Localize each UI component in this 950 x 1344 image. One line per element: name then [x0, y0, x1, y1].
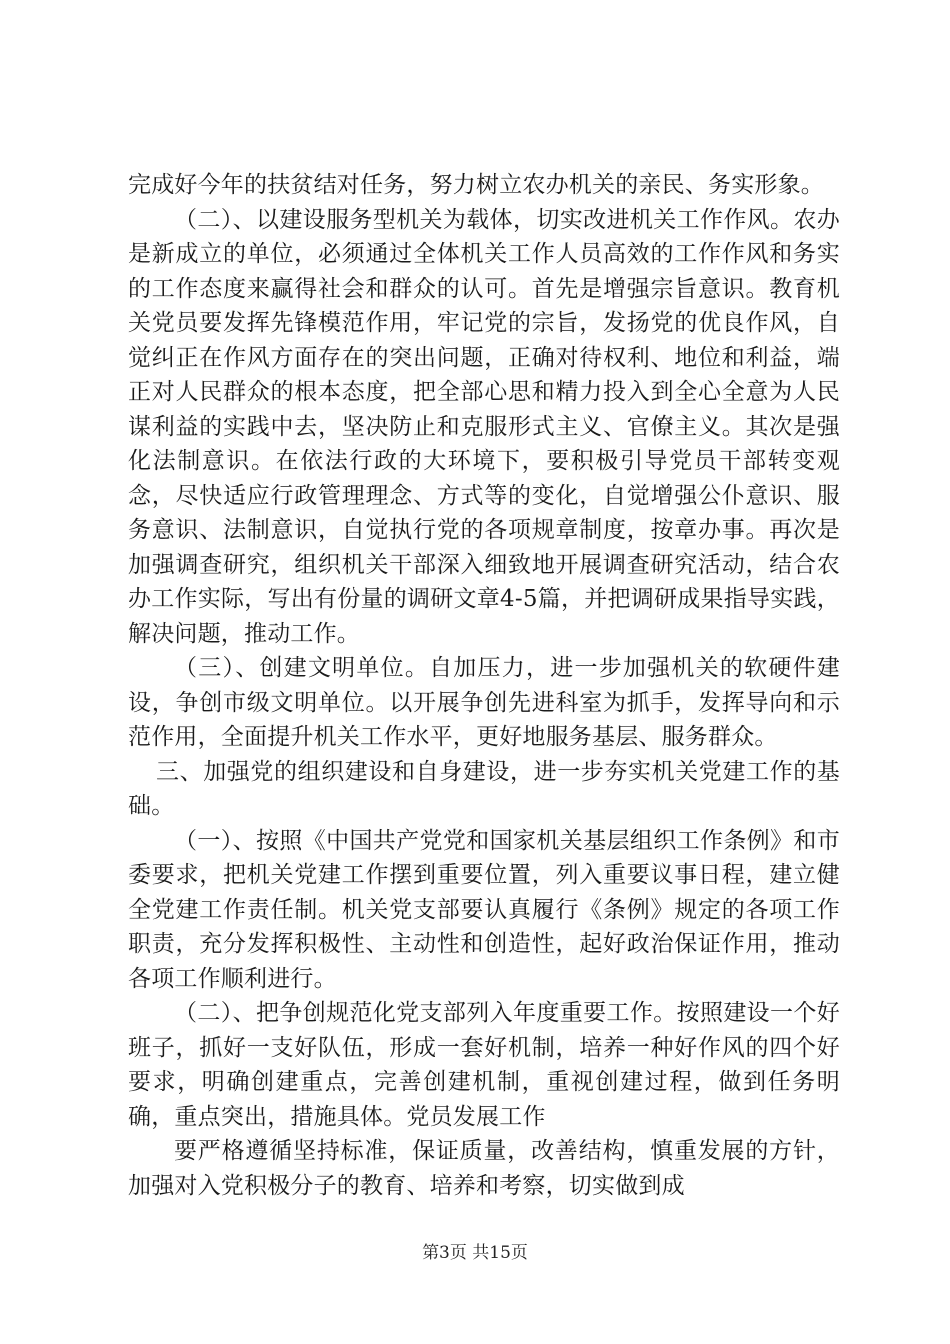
section-heading-party-building: 三、加强党的组织建设和自身建设，进一步夯实机关党建工作的基础。 — [128, 758, 840, 819]
paragraph-continuation: 完成好今年的扶贫结对任务，努力树立农办机关的亲民、务实形象。 — [128, 172, 824, 198]
paragraph-member-development: 要严格遵循坚持标准，保证质量，改善结构，慎重发展的方针，加强对入党积极分子的教育、培养和考察，切实做到成 — [128, 1138, 840, 1199]
page-number-footer: 第3页 共15页 — [422, 1243, 528, 1263]
paragraph-service-organ: （二）、以建设服务型机关为载体，切实改进机关工作作风。农办是新成立的单位，必须通过全体机关工作人员高效的工作作风和务实的工作态度来赢得社会和群众的认可。首先是增强宗旨意识。教育机关党员要发挥先锋模范作用，牢记党的宗旨，发扬党的优良作风，自觉纠正在作风方面存在的突出问题，正确对待权利、地位和利益，端正对人民群众的根本态度，把全部心思和精力投入到全心全意为人民谋利益的实践中去，坚决防止和克服形式主义、官僚主义。其次是强化法制意识。在依法行政的大环境下，要积极引导党员干部转变观念，尽快适应行政管理理念、方式等的变化，自觉增强公仆意识、服务意识、法制意识，自觉执行党的各项规章制度，按章办事。再次是加强调查研究，组织机关干部深入细致地开展调查研究活动，结合农办工作实际，写出有份量的调研文章4-5篇，并把调研成果指导实践，解决问题，推动工作。 — [128, 206, 840, 647]
paragraph-civilized-unit: （三）、创建文明单位。自加压力，进一步加强机关的软硬件建设，争创市级文明单位。以开展争创先进科室为抓手，发挥导向和示范作用，全面提升机关工作水平，更好地服务基层、服务群众。 — [128, 655, 840, 750]
document-body — [128, 168, 840, 1203]
paragraph-regulations: （一）、按照《中国共产党党和国家机关基层组织工作条例》和市委要求，把机关党建工作摆到重要位置，列入重要议事日程，建立健全党建工作责任制。机关党支部要认真履行《条例》规定的各项工作职责，充分发挥积极性、主动性和创造性，起好政治保证作用，推动各项工作顺利进行。 — [128, 827, 840, 992]
paragraph-standard-branch: （二）、把争创规范化党支部列入年度重要工作。按照建设一个好班子，抓好一支好队伍，形成一套好机制，培养一种好作风的四个好要求，明确创建重点，完善创建机制，重视创建过程，做到任务明确，重点突出，措施具体。党员发展工作 — [128, 1000, 840, 1130]
